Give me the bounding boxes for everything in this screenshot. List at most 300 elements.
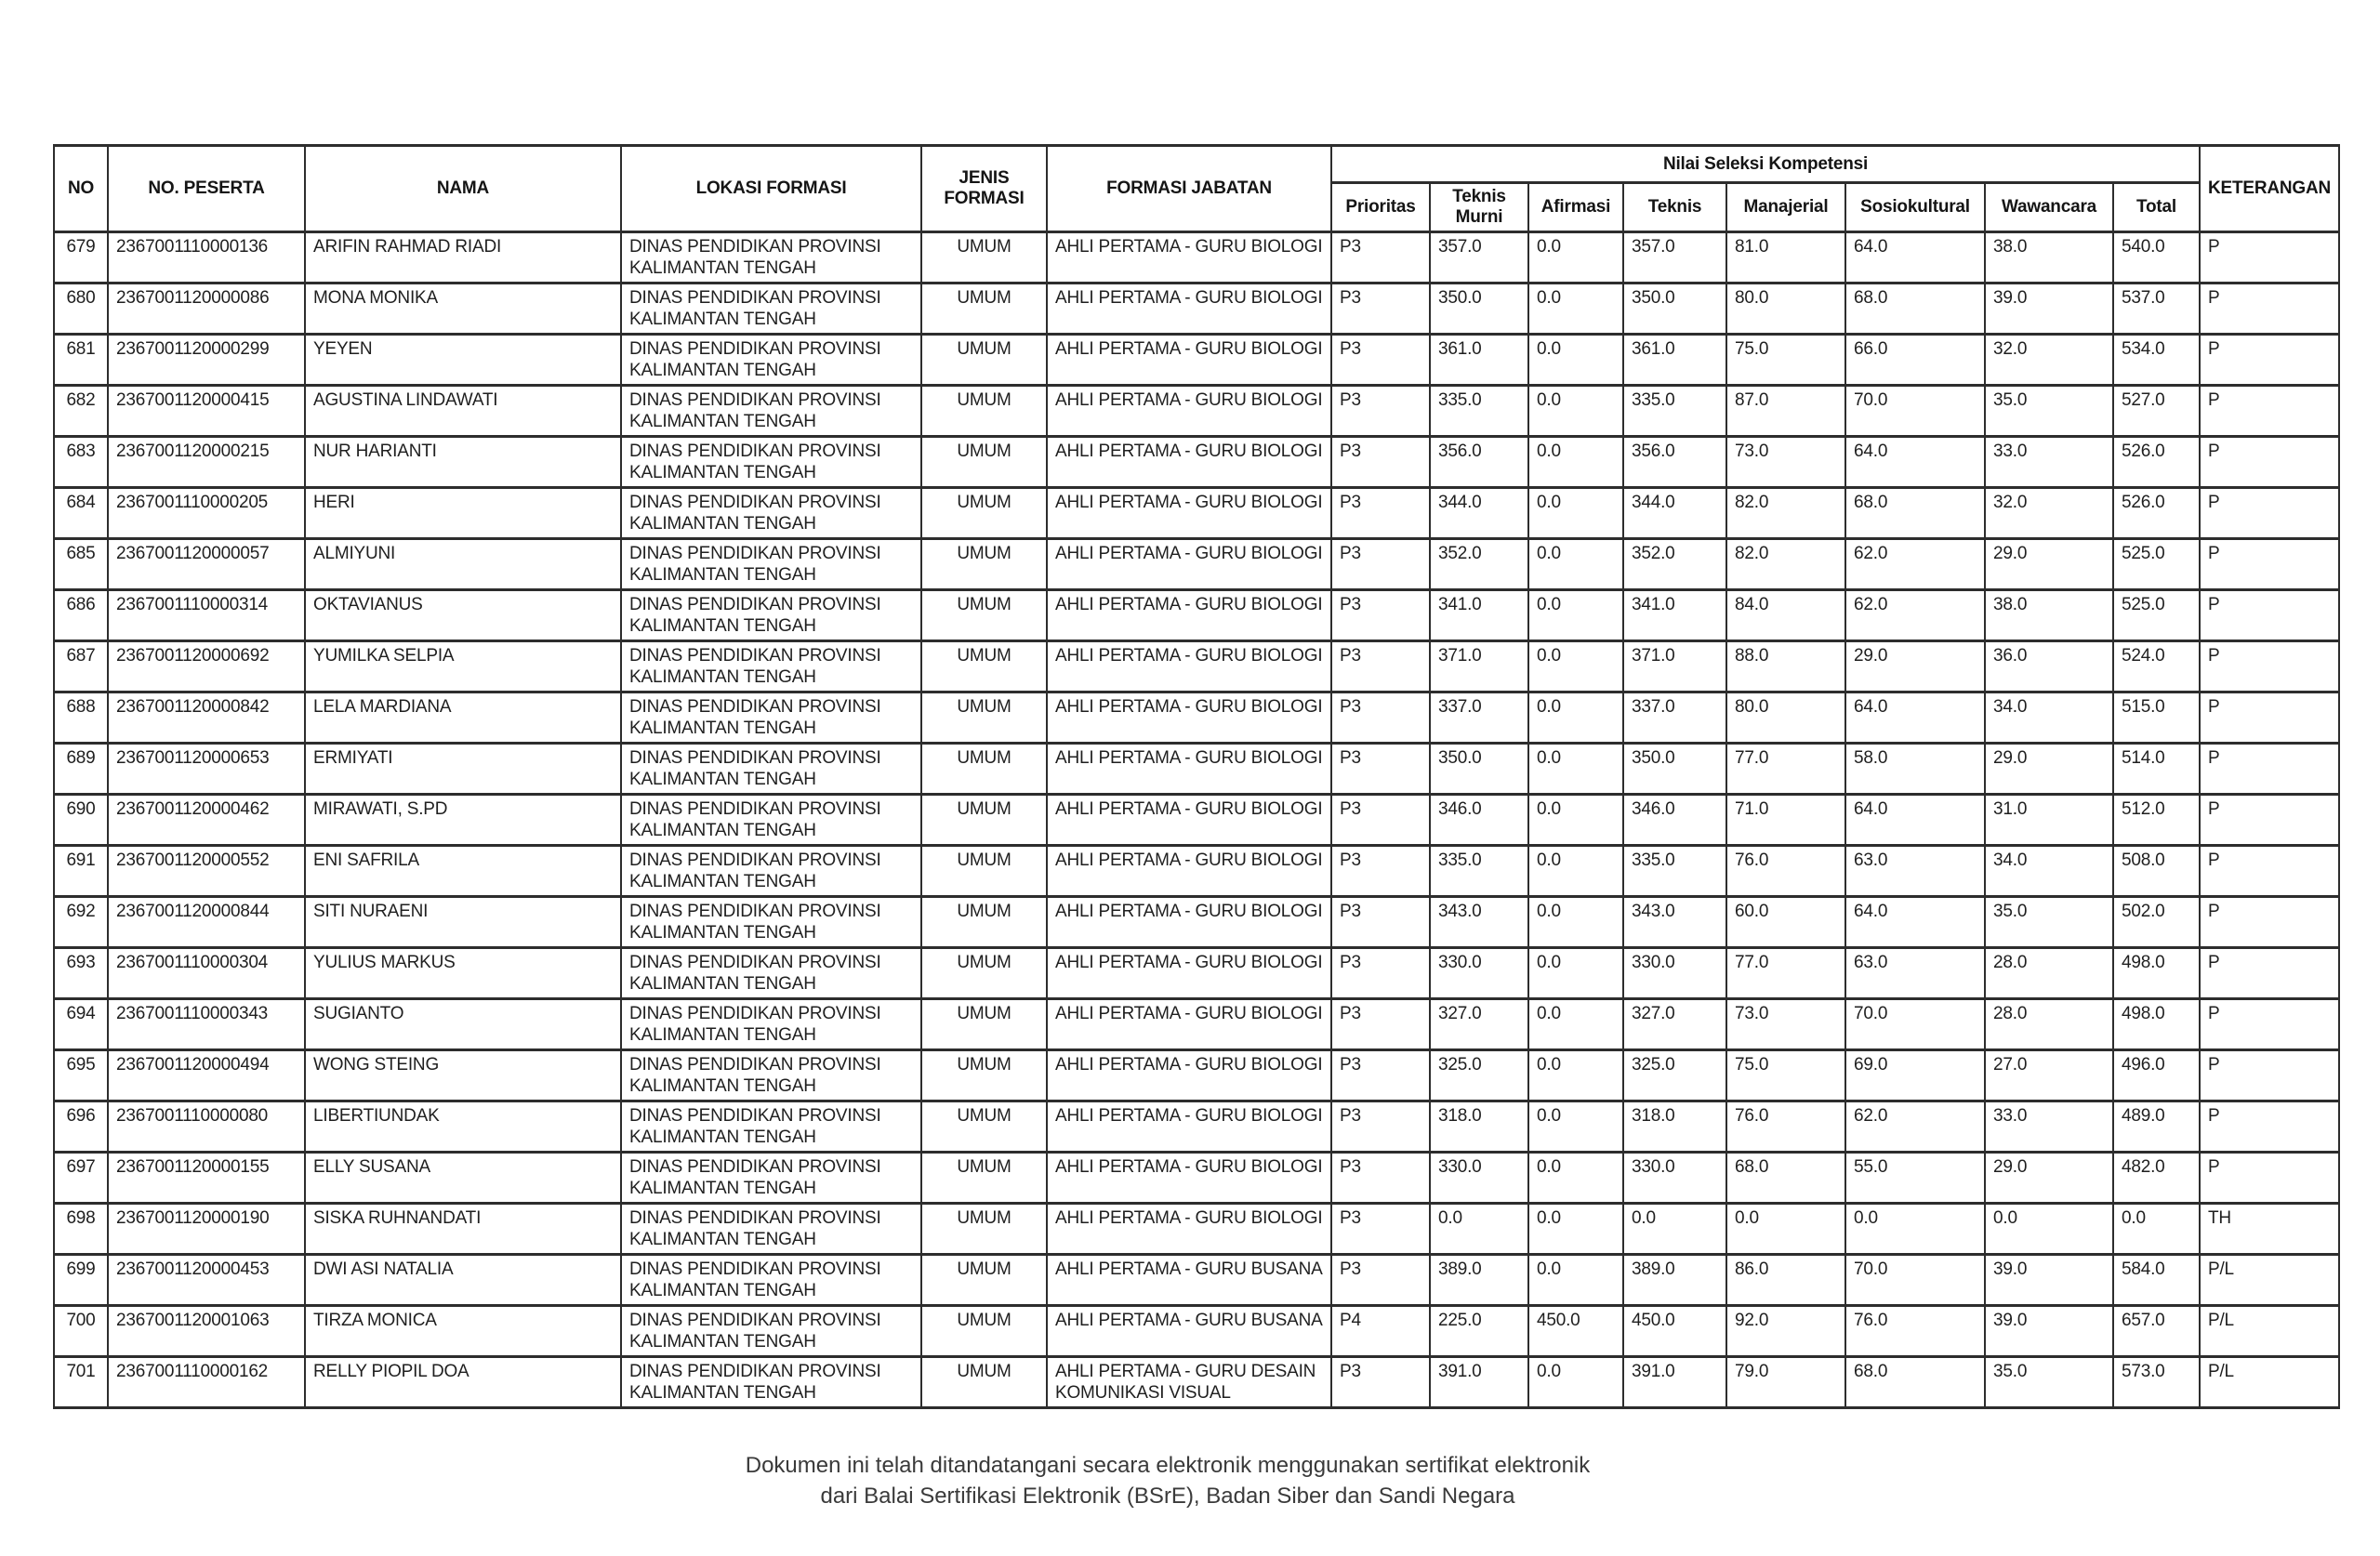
cell-formasi-jabatan: AHLI PERTAMA - GURU BIOLOGI bbox=[1047, 1153, 1331, 1204]
table-row bbox=[54, 1050, 2339, 1101]
table-row bbox=[54, 232, 2339, 284]
cell-formasi-jabatan: AHLI PERTAMA - GURU BIOLOGI bbox=[1047, 846, 1331, 897]
cell-no: 701 bbox=[54, 1357, 108, 1408]
cell-prioritas: P3 bbox=[1331, 744, 1430, 795]
cell-wawancara: 38.0 bbox=[1985, 590, 2113, 641]
cell-total: 498.0 bbox=[2113, 999, 2200, 1050]
cell-afirmasi: 0.0 bbox=[1528, 846, 1623, 897]
cell-formasi-jabatan: AHLI PERTAMA - GURU BIOLOGI bbox=[1047, 386, 1331, 437]
cell-wawancara: 34.0 bbox=[1985, 846, 2113, 897]
cell-teknis-murni: 371.0 bbox=[1430, 641, 1528, 692]
cell-lokasi-formasi: DINAS PENDIDIKAN PROVINSI KALIMANTAN TENGAH bbox=[621, 897, 921, 948]
table-row bbox=[54, 846, 2339, 897]
cell-wawancara: 34.0 bbox=[1985, 692, 2113, 744]
cell-lokasi-formasi: DINAS PENDIDIKAN PROVINSI KALIMANTAN TENGAH bbox=[621, 846, 921, 897]
cell-lokasi-formasi: DINAS PENDIDIKAN PROVINSI KALIMANTAN TENGAH bbox=[621, 1153, 921, 1204]
cell-teknis: 356.0 bbox=[1623, 437, 1726, 488]
table-row bbox=[54, 590, 2339, 641]
cell-keterangan: P bbox=[2200, 1050, 2339, 1101]
cell-prioritas: P3 bbox=[1331, 1255, 1430, 1306]
table-row bbox=[54, 1153, 2339, 1204]
cell-no-peserta: 2367001110000314 bbox=[108, 590, 305, 641]
cell-lokasi-formasi: DINAS PENDIDIKAN PROVINSI KALIMANTAN TENGAH bbox=[621, 284, 921, 335]
cell-teknis-murni: 357.0 bbox=[1430, 232, 1528, 284]
header-lokasi-formasi: LOKASI FORMASI bbox=[621, 146, 921, 232]
cell-formasi-jabatan: AHLI PERTAMA - GURU BIOLOGI bbox=[1047, 795, 1331, 846]
cell-teknis: 357.0 bbox=[1623, 232, 1726, 284]
cell-sosiokultural: 58.0 bbox=[1845, 744, 1985, 795]
cell-jenis-formasi: UMUM bbox=[921, 590, 1047, 641]
cell-formasi-jabatan: AHLI PERTAMA - GURU BUSANA bbox=[1047, 1255, 1331, 1306]
cell-total: 508.0 bbox=[2113, 846, 2200, 897]
cell-prioritas: P4 bbox=[1331, 1306, 1430, 1357]
cell-teknis: 337.0 bbox=[1623, 692, 1726, 744]
cell-manajerial: 0.0 bbox=[1726, 1204, 1845, 1255]
cell-afirmasi: 0.0 bbox=[1528, 897, 1623, 948]
cell-wawancara: 39.0 bbox=[1985, 1255, 2113, 1306]
cell-lokasi-formasi: DINAS PENDIDIKAN PROVINSI KALIMANTAN TENGAH bbox=[621, 1050, 921, 1101]
table-body bbox=[54, 232, 2339, 1408]
cell-sosiokultural: 62.0 bbox=[1845, 539, 1985, 590]
cell-jenis-formasi: UMUM bbox=[921, 232, 1047, 284]
cell-nama: YEYEN bbox=[305, 335, 621, 386]
cell-manajerial: 86.0 bbox=[1726, 1255, 1845, 1306]
cell-no-peserta: 2367001120000462 bbox=[108, 795, 305, 846]
cell-sosiokultural: 70.0 bbox=[1845, 999, 1985, 1050]
cell-no: 689 bbox=[54, 744, 108, 795]
cell-lokasi-formasi: DINAS PENDIDIKAN PROVINSI KALIMANTAN TENGAH bbox=[621, 335, 921, 386]
cell-formasi-jabatan: AHLI PERTAMA - GURU BIOLOGI bbox=[1047, 232, 1331, 284]
cell-sosiokultural: 63.0 bbox=[1845, 846, 1985, 897]
table-header bbox=[54, 146, 2339, 232]
header-teknis-murni: Teknis Murni bbox=[1430, 183, 1528, 232]
cell-keterangan: P bbox=[2200, 999, 2339, 1050]
cell-no-peserta: 2367001110000304 bbox=[108, 948, 305, 999]
cell-total: 502.0 bbox=[2113, 897, 2200, 948]
cell-no: 691 bbox=[54, 846, 108, 897]
cell-no-peserta: 2367001120000653 bbox=[108, 744, 305, 795]
table-row bbox=[54, 1101, 2339, 1153]
cell-formasi-jabatan: AHLI PERTAMA - GURU DESAIN KOMUNIKASI VISUAL bbox=[1047, 1357, 1331, 1408]
cell-jenis-formasi: UMUM bbox=[921, 386, 1047, 437]
cell-keterangan: P bbox=[2200, 1153, 2339, 1204]
cell-teknis: 350.0 bbox=[1623, 284, 1726, 335]
cell-no-peserta: 2367001120000155 bbox=[108, 1153, 305, 1204]
cell-wawancara: 39.0 bbox=[1985, 1306, 2113, 1357]
cell-manajerial: 77.0 bbox=[1726, 948, 1845, 999]
cell-nama: OKTAVIANUS bbox=[305, 590, 621, 641]
cell-teknis: 371.0 bbox=[1623, 641, 1726, 692]
cell-wawancara: 35.0 bbox=[1985, 1357, 2113, 1408]
cell-keterangan: P bbox=[2200, 232, 2339, 284]
cell-prioritas: P3 bbox=[1331, 641, 1430, 692]
cell-formasi-jabatan: AHLI PERTAMA - GURU BIOLOGI bbox=[1047, 437, 1331, 488]
cell-manajerial: 75.0 bbox=[1726, 335, 1845, 386]
cell-afirmasi: 0.0 bbox=[1528, 641, 1623, 692]
cell-no: 687 bbox=[54, 641, 108, 692]
cell-jenis-formasi: UMUM bbox=[921, 692, 1047, 744]
table-row bbox=[54, 999, 2339, 1050]
cell-keterangan: P/L bbox=[2200, 1255, 2339, 1306]
table-row bbox=[54, 335, 2339, 386]
cell-total: 515.0 bbox=[2113, 692, 2200, 744]
cell-sosiokultural: 70.0 bbox=[1845, 386, 1985, 437]
cell-total: 527.0 bbox=[2113, 386, 2200, 437]
cell-keterangan: TH bbox=[2200, 1204, 2339, 1255]
cell-no: 695 bbox=[54, 1050, 108, 1101]
cell-total: 489.0 bbox=[2113, 1101, 2200, 1153]
cell-teknis-murni: 335.0 bbox=[1430, 386, 1528, 437]
cell-formasi-jabatan: AHLI PERTAMA - GURU BUSANA bbox=[1047, 1306, 1331, 1357]
cell-teknis-murni: 318.0 bbox=[1430, 1101, 1528, 1153]
cell-sosiokultural: 64.0 bbox=[1845, 897, 1985, 948]
cell-no: 685 bbox=[54, 539, 108, 590]
cell-total: 514.0 bbox=[2113, 744, 2200, 795]
cell-nama: YULIUS MARKUS bbox=[305, 948, 621, 999]
cell-manajerial: 84.0 bbox=[1726, 590, 1845, 641]
cell-keterangan: P bbox=[2200, 744, 2339, 795]
cell-manajerial: 76.0 bbox=[1726, 1101, 1845, 1153]
cell-afirmasi: 0.0 bbox=[1528, 1255, 1623, 1306]
cell-prioritas: P3 bbox=[1331, 897, 1430, 948]
cell-sosiokultural: 68.0 bbox=[1845, 488, 1985, 539]
cell-wawancara: 31.0 bbox=[1985, 795, 2113, 846]
cell-wawancara: 28.0 bbox=[1985, 948, 2113, 999]
cell-sosiokultural: 29.0 bbox=[1845, 641, 1985, 692]
cell-teknis: 325.0 bbox=[1623, 1050, 1726, 1101]
cell-wawancara: 33.0 bbox=[1985, 437, 2113, 488]
cell-jenis-formasi: UMUM bbox=[921, 641, 1047, 692]
cell-no: 686 bbox=[54, 590, 108, 641]
cell-keterangan: P bbox=[2200, 284, 2339, 335]
cell-afirmasi: 450.0 bbox=[1528, 1306, 1623, 1357]
cell-keterangan: P bbox=[2200, 539, 2339, 590]
cell-afirmasi: 0.0 bbox=[1528, 488, 1623, 539]
cell-lokasi-formasi: DINAS PENDIDIKAN PROVINSI KALIMANTAN TENGAH bbox=[621, 641, 921, 692]
cell-sosiokultural: 62.0 bbox=[1845, 1101, 1985, 1153]
cell-keterangan: P bbox=[2200, 488, 2339, 539]
cell-nama: LELA MARDIANA bbox=[305, 692, 621, 744]
header-prioritas: Prioritas bbox=[1331, 183, 1430, 232]
cell-teknis-murni: 341.0 bbox=[1430, 590, 1528, 641]
cell-manajerial: 80.0 bbox=[1726, 692, 1845, 744]
table-row bbox=[54, 897, 2339, 948]
cell-afirmasi: 0.0 bbox=[1528, 335, 1623, 386]
cell-wawancara: 35.0 bbox=[1985, 386, 2113, 437]
table-row bbox=[54, 437, 2339, 488]
cell-sosiokultural: 55.0 bbox=[1845, 1153, 1985, 1204]
cell-keterangan: P bbox=[2200, 335, 2339, 386]
cell-manajerial: 82.0 bbox=[1726, 488, 1845, 539]
cell-prioritas: P3 bbox=[1331, 386, 1430, 437]
cell-afirmasi: 0.0 bbox=[1528, 999, 1623, 1050]
cell-prioritas: P3 bbox=[1331, 437, 1430, 488]
cell-jenis-formasi: UMUM bbox=[921, 744, 1047, 795]
cell-prioritas: P3 bbox=[1331, 539, 1430, 590]
header-manajerial: Manajerial bbox=[1726, 183, 1845, 232]
table-row bbox=[54, 386, 2339, 437]
cell-wawancara: 33.0 bbox=[1985, 1101, 2113, 1153]
cell-formasi-jabatan: AHLI PERTAMA - GURU BIOLOGI bbox=[1047, 539, 1331, 590]
cell-lokasi-formasi: DINAS PENDIDIKAN PROVINSI KALIMANTAN TENGAH bbox=[621, 437, 921, 488]
cell-jenis-formasi: UMUM bbox=[921, 1050, 1047, 1101]
cell-teknis: 346.0 bbox=[1623, 795, 1726, 846]
cell-prioritas: P3 bbox=[1331, 232, 1430, 284]
table-row bbox=[54, 744, 2339, 795]
cell-lokasi-formasi: DINAS PENDIDIKAN PROVINSI KALIMANTAN TENGAH bbox=[621, 1204, 921, 1255]
cell-prioritas: P3 bbox=[1331, 999, 1430, 1050]
header-formasi-jabatan: FORMASI JABATAN bbox=[1047, 146, 1331, 232]
cell-afirmasi: 0.0 bbox=[1528, 692, 1623, 744]
cell-keterangan: P bbox=[2200, 641, 2339, 692]
signature-note bbox=[0, 1450, 2335, 1511]
cell-jenis-formasi: UMUM bbox=[921, 1153, 1047, 1204]
cell-teknis: 361.0 bbox=[1623, 335, 1726, 386]
cell-manajerial: 71.0 bbox=[1726, 795, 1845, 846]
cell-keterangan: P/L bbox=[2200, 1357, 2339, 1408]
table-row bbox=[54, 284, 2339, 335]
cell-prioritas: P3 bbox=[1331, 284, 1430, 335]
cell-no-peserta: 2367001120000552 bbox=[108, 846, 305, 897]
cell-afirmasi: 0.0 bbox=[1528, 744, 1623, 795]
cell-total: 584.0 bbox=[2113, 1255, 2200, 1306]
cell-wawancara: 32.0 bbox=[1985, 488, 2113, 539]
cell-keterangan: P bbox=[2200, 692, 2339, 744]
cell-no-peserta: 2367001120001063 bbox=[108, 1306, 305, 1357]
cell-lokasi-formasi: DINAS PENDIDIKAN PROVINSI KALIMANTAN TENGAH bbox=[621, 590, 921, 641]
cell-manajerial: 75.0 bbox=[1726, 1050, 1845, 1101]
cell-teknis-murni: 330.0 bbox=[1430, 948, 1528, 999]
cell-afirmasi: 0.0 bbox=[1528, 1101, 1623, 1153]
cell-formasi-jabatan: AHLI PERTAMA - GURU BIOLOGI bbox=[1047, 284, 1331, 335]
cell-keterangan: P bbox=[2200, 846, 2339, 897]
header-keterangan: KETERANGAN bbox=[2200, 146, 2339, 232]
cell-manajerial: 73.0 bbox=[1726, 437, 1845, 488]
cell-teknis: 335.0 bbox=[1623, 846, 1726, 897]
cell-sosiokultural: 68.0 bbox=[1845, 284, 1985, 335]
cell-total: 524.0 bbox=[2113, 641, 2200, 692]
cell-total: 498.0 bbox=[2113, 948, 2200, 999]
cell-jenis-formasi: UMUM bbox=[921, 1255, 1047, 1306]
cell-teknis-murni: 344.0 bbox=[1430, 488, 1528, 539]
table-row bbox=[54, 1357, 2339, 1408]
cell-prioritas: P3 bbox=[1331, 1357, 1430, 1408]
cell-afirmasi: 0.0 bbox=[1528, 437, 1623, 488]
cell-formasi-jabatan: AHLI PERTAMA - GURU BIOLOGI bbox=[1047, 1050, 1331, 1101]
table-row bbox=[54, 641, 2339, 692]
cell-teknis-murni: 350.0 bbox=[1430, 284, 1528, 335]
cell-no: 692 bbox=[54, 897, 108, 948]
cell-lokasi-formasi: DINAS PENDIDIKAN PROVINSI KALIMANTAN TENGAH bbox=[621, 744, 921, 795]
cell-nama: MIRAWATI, S.PD bbox=[305, 795, 621, 846]
cell-nama: DWI ASI NATALIA bbox=[305, 1255, 621, 1306]
cell-keterangan: P/L bbox=[2200, 1306, 2339, 1357]
cell-no-peserta: 2367001120000453 bbox=[108, 1255, 305, 1306]
cell-manajerial: 88.0 bbox=[1726, 641, 1845, 692]
cell-sosiokultural: 64.0 bbox=[1845, 692, 1985, 744]
cell-teknis: 352.0 bbox=[1623, 539, 1726, 590]
header-afirmasi: Afirmasi bbox=[1528, 183, 1623, 232]
cell-lokasi-formasi: DINAS PENDIDIKAN PROVINSI KALIMANTAN TENGAH bbox=[621, 692, 921, 744]
cell-total: 482.0 bbox=[2113, 1153, 2200, 1204]
cell-total: 657.0 bbox=[2113, 1306, 2200, 1357]
signature-note-line1: Dokumen ini telah ditandatangani secara elektronik menggunakan sertifikat elektronik bbox=[745, 1453, 1591, 1478]
header-no-peserta: NO. PESERTA bbox=[108, 146, 305, 232]
cell-sosiokultural: 66.0 bbox=[1845, 335, 1985, 386]
cell-afirmasi: 0.0 bbox=[1528, 795, 1623, 846]
cell-no: 684 bbox=[54, 488, 108, 539]
cell-no-peserta: 2367001120000494 bbox=[108, 1050, 305, 1101]
cell-manajerial: 79.0 bbox=[1726, 1357, 1845, 1408]
cell-afirmasi: 0.0 bbox=[1528, 1357, 1623, 1408]
cell-nama: ARIFIN RAHMAD RIADI bbox=[305, 232, 621, 284]
cell-teknis: 341.0 bbox=[1623, 590, 1726, 641]
cell-no: 694 bbox=[54, 999, 108, 1050]
cell-nama: ELLY SUSANA bbox=[305, 1153, 621, 1204]
cell-teknis-murni: 337.0 bbox=[1430, 692, 1528, 744]
cell-teknis: 335.0 bbox=[1623, 386, 1726, 437]
cell-prioritas: P3 bbox=[1331, 1204, 1430, 1255]
cell-lokasi-formasi: DINAS PENDIDIKAN PROVINSI KALIMANTAN TENGAH bbox=[621, 948, 921, 999]
header-sosiokultural: Sosiokultural bbox=[1845, 183, 1985, 232]
cell-no-peserta: 2367001120000415 bbox=[108, 386, 305, 437]
cell-teknis-murni: 391.0 bbox=[1430, 1357, 1528, 1408]
score-table bbox=[53, 144, 2340, 1409]
cell-nama: SUGIANTO bbox=[305, 999, 621, 1050]
cell-nama: AGUSTINA LINDAWATI bbox=[305, 386, 621, 437]
cell-jenis-formasi: UMUM bbox=[921, 437, 1047, 488]
cell-prioritas: P3 bbox=[1331, 846, 1430, 897]
cell-jenis-formasi: UMUM bbox=[921, 795, 1047, 846]
cell-nama: MONA MONIKA bbox=[305, 284, 621, 335]
cell-no-peserta: 2367001120000057 bbox=[108, 539, 305, 590]
cell-teknis: 330.0 bbox=[1623, 948, 1726, 999]
cell-wawancara: 36.0 bbox=[1985, 641, 2113, 692]
cell-lokasi-formasi: DINAS PENDIDIKAN PROVINSI KALIMANTAN TENGAH bbox=[621, 1357, 921, 1408]
cell-jenis-formasi: UMUM bbox=[921, 539, 1047, 590]
cell-keterangan: P bbox=[2200, 590, 2339, 641]
cell-teknis: 391.0 bbox=[1623, 1357, 1726, 1408]
cell-keterangan: P bbox=[2200, 437, 2339, 488]
cell-teknis: 344.0 bbox=[1623, 488, 1726, 539]
cell-keterangan: P bbox=[2200, 795, 2339, 846]
table-row bbox=[54, 948, 2339, 999]
cell-manajerial: 82.0 bbox=[1726, 539, 1845, 590]
cell-prioritas: P3 bbox=[1331, 1050, 1430, 1101]
cell-prioritas: P3 bbox=[1331, 948, 1430, 999]
cell-teknis-murni: 330.0 bbox=[1430, 1153, 1528, 1204]
cell-sosiokultural: 63.0 bbox=[1845, 948, 1985, 999]
cell-formasi-jabatan: AHLI PERTAMA - GURU BIOLOGI bbox=[1047, 590, 1331, 641]
cell-nama: ERMIYATI bbox=[305, 744, 621, 795]
table-row bbox=[54, 1255, 2339, 1306]
cell-nama: RELLY PIOPIL DOA bbox=[305, 1357, 621, 1408]
cell-sosiokultural: 64.0 bbox=[1845, 437, 1985, 488]
cell-manajerial: 73.0 bbox=[1726, 999, 1845, 1050]
cell-teknis-murni: 350.0 bbox=[1430, 744, 1528, 795]
cell-no-peserta: 2367001120000086 bbox=[108, 284, 305, 335]
cell-no-peserta: 2367001120000842 bbox=[108, 692, 305, 744]
cell-nama: LIBERTIUNDAK bbox=[305, 1101, 621, 1153]
table-row bbox=[54, 1204, 2339, 1255]
cell-afirmasi: 0.0 bbox=[1528, 1204, 1623, 1255]
cell-total: 573.0 bbox=[2113, 1357, 2200, 1408]
cell-nama: ALMIYUNI bbox=[305, 539, 621, 590]
cell-afirmasi: 0.0 bbox=[1528, 284, 1623, 335]
cell-jenis-formasi: UMUM bbox=[921, 284, 1047, 335]
cell-total: 496.0 bbox=[2113, 1050, 2200, 1101]
cell-total: 526.0 bbox=[2113, 488, 2200, 539]
cell-teknis-murni: 0.0 bbox=[1430, 1204, 1528, 1255]
header-jenis-formasi: JENIS FORMASI bbox=[921, 146, 1047, 232]
cell-sosiokultural: 76.0 bbox=[1845, 1306, 1985, 1357]
cell-jenis-formasi: UMUM bbox=[921, 1306, 1047, 1357]
cell-formasi-jabatan: AHLI PERTAMA - GURU BIOLOGI bbox=[1047, 641, 1331, 692]
cell-teknis: 327.0 bbox=[1623, 999, 1726, 1050]
table-row bbox=[54, 795, 2339, 846]
cell-nama: ENI SAFRILA bbox=[305, 846, 621, 897]
cell-teknis-murni: 325.0 bbox=[1430, 1050, 1528, 1101]
cell-jenis-formasi: UMUM bbox=[921, 1357, 1047, 1408]
cell-sosiokultural: 68.0 bbox=[1845, 1357, 1985, 1408]
cell-no: 700 bbox=[54, 1306, 108, 1357]
cell-teknis: 0.0 bbox=[1623, 1204, 1726, 1255]
header-teknis: Teknis bbox=[1623, 183, 1726, 232]
cell-nama: SITI NURAENI bbox=[305, 897, 621, 948]
cell-teknis-murni: 327.0 bbox=[1430, 999, 1528, 1050]
cell-total: 537.0 bbox=[2113, 284, 2200, 335]
header-wawancara: Wawancara bbox=[1985, 183, 2113, 232]
cell-afirmasi: 0.0 bbox=[1528, 948, 1623, 999]
cell-no: 682 bbox=[54, 386, 108, 437]
cell-no: 697 bbox=[54, 1153, 108, 1204]
cell-formasi-jabatan: AHLI PERTAMA - GURU BIOLOGI bbox=[1047, 744, 1331, 795]
cell-teknis-murni: 343.0 bbox=[1430, 897, 1528, 948]
cell-no-peserta: 2367001120000190 bbox=[108, 1204, 305, 1255]
cell-no-peserta: 2367001110000080 bbox=[108, 1101, 305, 1153]
cell-nama: SISKA RUHNANDATI bbox=[305, 1204, 621, 1255]
cell-keterangan: P bbox=[2200, 948, 2339, 999]
cell-total: 525.0 bbox=[2113, 590, 2200, 641]
cell-wawancara: 29.0 bbox=[1985, 539, 2113, 590]
cell-nama: WONG STEING bbox=[305, 1050, 621, 1101]
cell-no: 680 bbox=[54, 284, 108, 335]
cell-afirmasi: 0.0 bbox=[1528, 1153, 1623, 1204]
cell-manajerial: 92.0 bbox=[1726, 1306, 1845, 1357]
cell-no-peserta: 2367001120000844 bbox=[108, 897, 305, 948]
cell-total: 525.0 bbox=[2113, 539, 2200, 590]
cell-nama: NUR HARIANTI bbox=[305, 437, 621, 488]
cell-manajerial: 80.0 bbox=[1726, 284, 1845, 335]
cell-wawancara: 29.0 bbox=[1985, 744, 2113, 795]
cell-teknis-murni: 361.0 bbox=[1430, 335, 1528, 386]
cell-prioritas: P3 bbox=[1331, 1153, 1430, 1204]
cell-jenis-formasi: UMUM bbox=[921, 897, 1047, 948]
cell-no-peserta: 2367001110000162 bbox=[108, 1357, 305, 1408]
cell-formasi-jabatan: AHLI PERTAMA - GURU BIOLOGI bbox=[1047, 897, 1331, 948]
cell-nama: TIRZA MONICA bbox=[305, 1306, 621, 1357]
cell-sosiokultural: 70.0 bbox=[1845, 1255, 1985, 1306]
header-no: NO bbox=[54, 146, 108, 232]
cell-jenis-formasi: UMUM bbox=[921, 999, 1047, 1050]
table-row bbox=[54, 1306, 2339, 1357]
cell-no-peserta: 2367001110000136 bbox=[108, 232, 305, 284]
cell-total: 526.0 bbox=[2113, 437, 2200, 488]
cell-jenis-formasi: UMUM bbox=[921, 1101, 1047, 1153]
cell-no: 688 bbox=[54, 692, 108, 744]
cell-teknis: 450.0 bbox=[1623, 1306, 1726, 1357]
cell-prioritas: P3 bbox=[1331, 335, 1430, 386]
